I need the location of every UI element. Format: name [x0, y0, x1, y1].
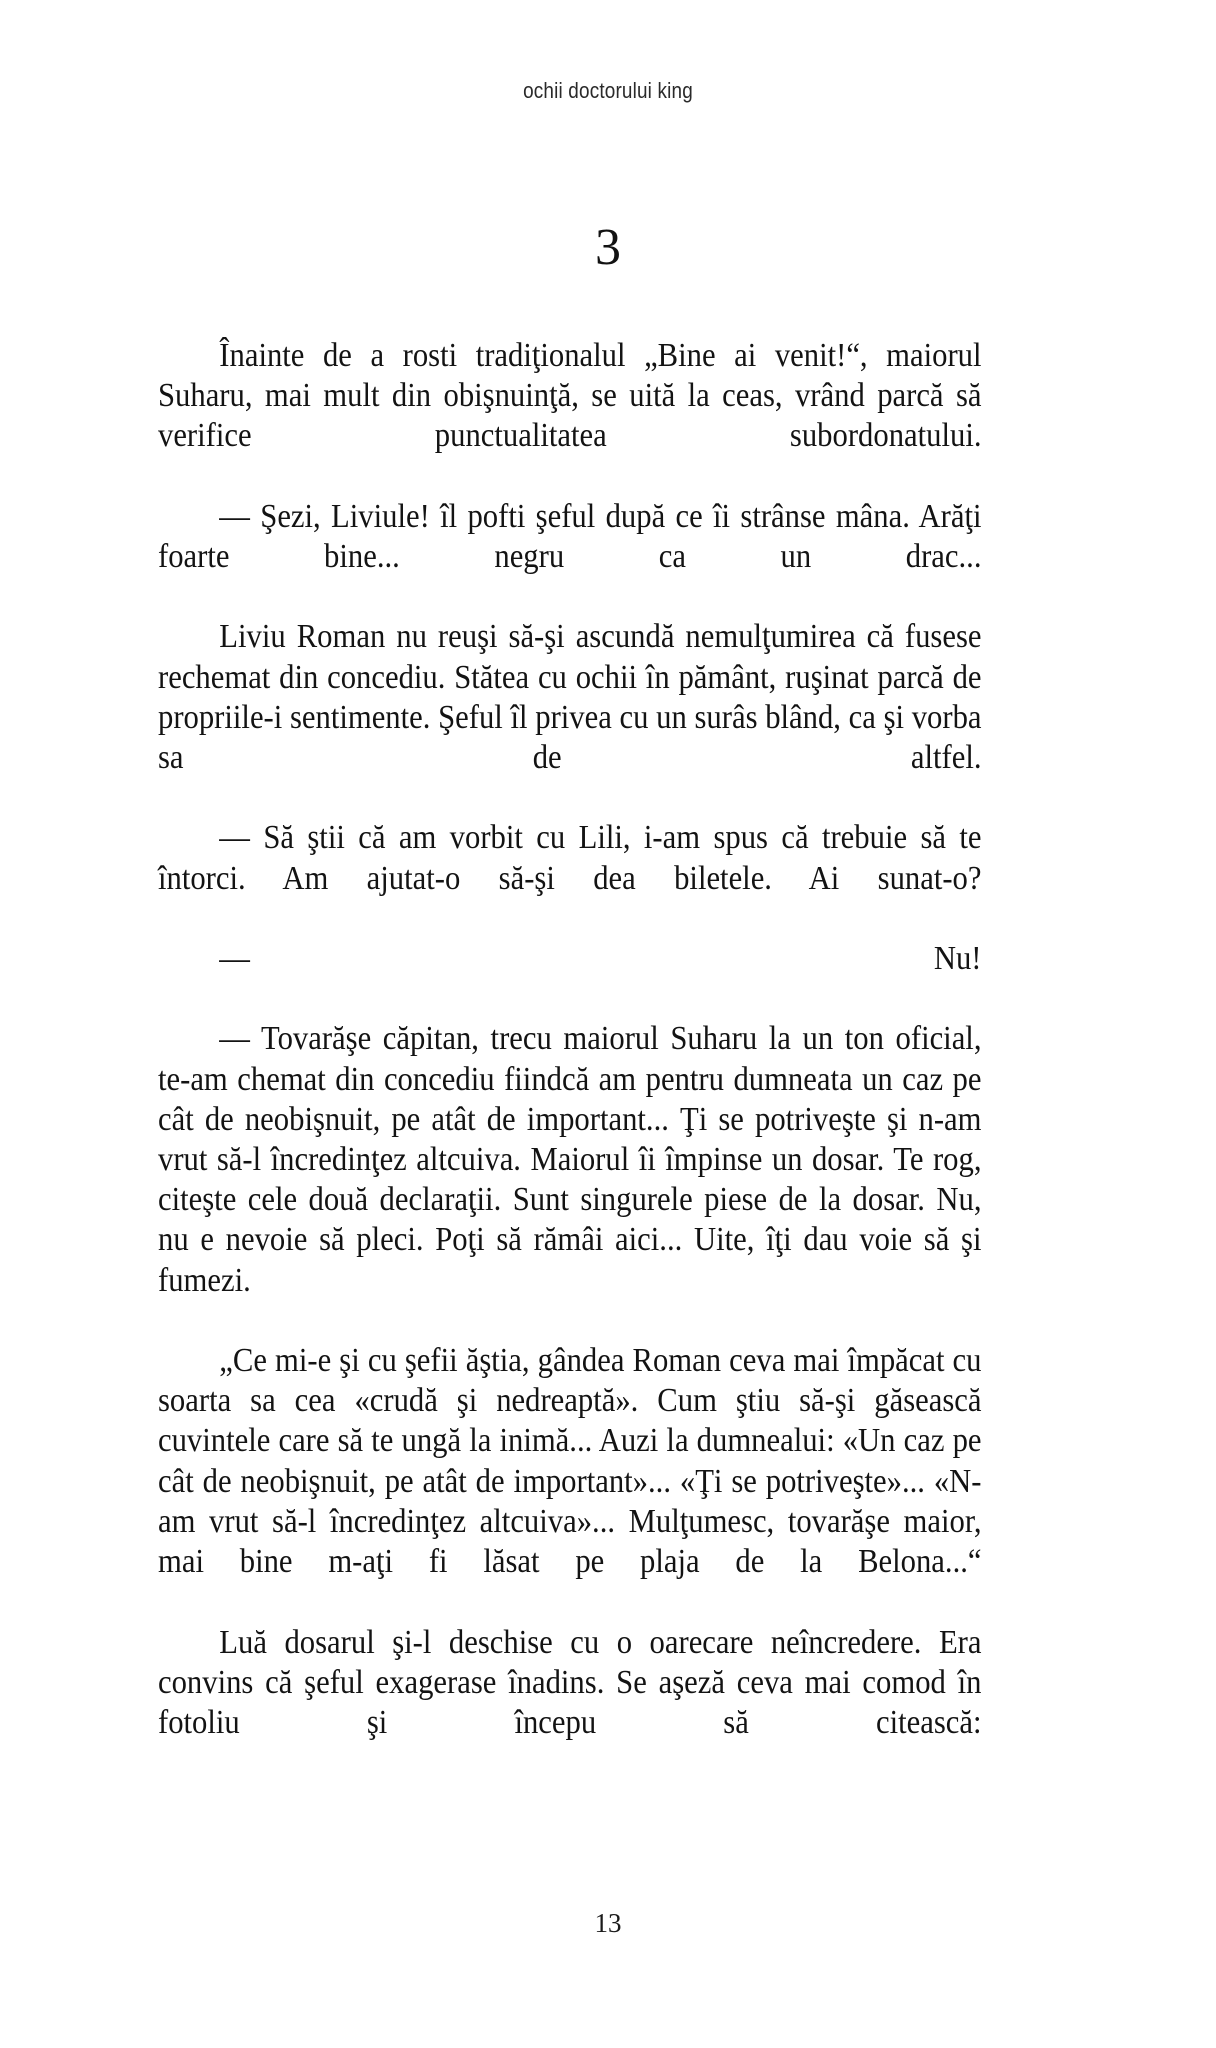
paragraph: „Ce mi-e şi cu şefii ăştia, gândea Roman ceva mai împăcat cu soarta sa cea «crudă şi nedreaptă». Cum ştiu să-şi găsească cuvintele care să te ungă la inimă... Auzi la dumnealui: «Un caz pe cât de neobişnuit, pe atât de important»... «Ţi se potriveşte»... «N-am vrut să-l încredinţez altcuiva»... Mulţumesc, tovarăşe maior, mai bine m-aţi fi lăsat pe plaja de la Belona...“: [158, 1342, 982, 1581]
body-text-block: [158, 336, 982, 1783]
paragraph: Liviu Roman nu reuşi să-şi ascundă nemulţumirea că fusese rechemat din concediu. Stătea cu ochii în pământ, ruşinat parcă de propriile-i sentimente. Şeful îl privea cu un surâs blând, ca şi vorba sa de altfel.: [158, 618, 982, 777]
paragraph: Înainte de a rosti tradiţionalul „Bine ai venit!“, maiorul Suharu, mai mult din obişnuinţă, se uită la ceas, vrând parcă să verifice punctualitatea subordonatului.: [158, 337, 982, 455]
paragraph: — Şezi, Liviule! îl pofti şeful după ce îi strânse mâna. Arăţi foarte bine... negru ca un drac...: [158, 497, 982, 576]
paragraph: — Să ştii că am vorbit cu Lili, i-am spus că trebuie să te întorci. Am ajutat-o să-şi dea biletele. Ai sunat-o?: [158, 819, 982, 897]
paragraph: — Tovarăşe căpitan, trecu maiorul Suharu la un ton oficial, te-am chemat din concediu fiindcă am pentru dumneata un caz pe cât de neobişnuit, pe atât de important... Ţi se potriveşte şi n-am vrut să-l încredinţez altcuiva. Maiorul îi împinse un dosar. Te rog, citeşte cele două declaraţii. Sunt singurele piese de la dosar. Nu, nu e nevoie să pleci. Poţi să rămâi aici... Uite, îţi dau voie să şi fumezi.: [158, 1020, 982, 1299]
paragraph: Luă dosarul şi-l deschise cu o oarecare neîncredere. Era convins că şeful exagerase înadins. Se aşeză ceva mai comod în fotoliu şi începu să citească:: [158, 1623, 982, 1741]
page-number: 13: [594, 1908, 622, 1938]
running-header: ochii doctorului king: [523, 78, 693, 103]
chapter-number: 3: [595, 219, 621, 276]
paragraph: — Nu!: [219, 940, 982, 978]
